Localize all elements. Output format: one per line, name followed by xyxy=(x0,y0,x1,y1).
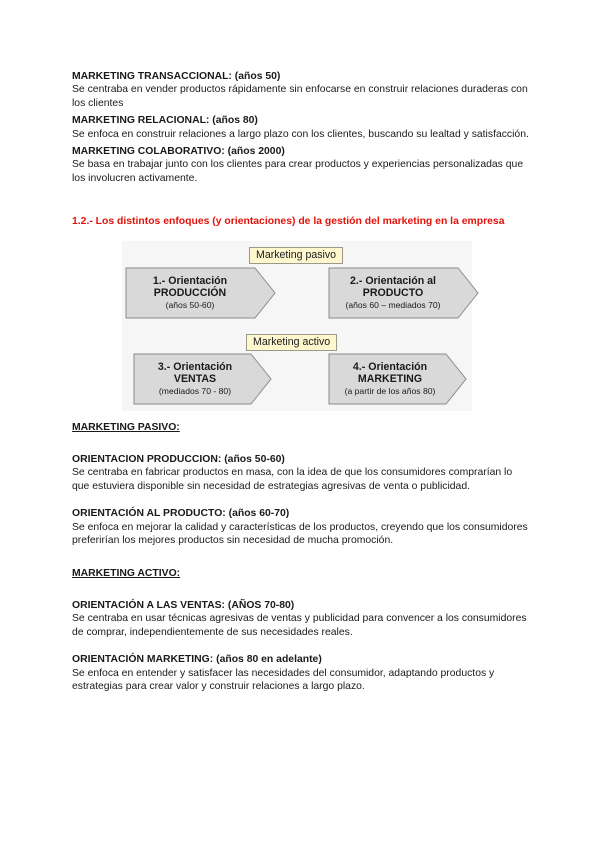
orientacion-producto-block xyxy=(72,507,532,547)
era-body: Se basa en trabajar junto con los clientes para crear productos y experiencias personalizadas que los involucren activamente. xyxy=(72,159,524,184)
era-title: MARKETING COLABORATIVO: (años 2000) xyxy=(72,146,285,158)
era-colaborativo xyxy=(72,145,532,185)
orientation-title: ORIENTACIÓN MARKETING: (años 80 en adelante) xyxy=(72,654,322,666)
arrow-line1: 4.- Orientación xyxy=(352,360,428,373)
label-marketing-pasivo: Marketing pasivo xyxy=(249,247,343,264)
orientation-title: ORIENTACION PRODUCCION: (años 50-60) xyxy=(72,454,285,466)
orientation-body: Se centraba en fabricar productos en masa, con la idea de que los consumidores comprarían lo que estuviera disponible sin necesidad de estrategias agresivas de venta o publicidad. xyxy=(72,467,513,492)
arrow-line2: PRODUCTO xyxy=(362,287,424,300)
orientation-body: Se centraba en usar técnicas agresivas de ventas y publicidad para convencer a los consumidores de comprar, independientemente de sus necesidades reales. xyxy=(72,613,527,638)
era-title: MARKETING TRANSACCIONAL: (años 50) xyxy=(72,71,281,82)
arrow-sub: (mediados 70 - 80) xyxy=(158,385,232,396)
label-marketing-activo: Marketing activo xyxy=(246,334,337,351)
arrow-line2: VENTAS xyxy=(173,373,217,386)
orientations-diagram xyxy=(122,241,502,411)
orientation-title: ORIENTACIÓN A LAS VENTAS: (AÑOS 70-80) xyxy=(72,599,295,611)
arrow-sub: (años 60 – mediados 70) xyxy=(345,299,441,310)
orientation-title: ORIENTACIÓN AL PRODUCTO: (años 60-70) xyxy=(72,508,290,520)
orientation-body: Se enfoca en entender y satisfacer las necesidades del consumidor, adaptando productos y estrategias para crear valor y construir relaciones a largo plazo. xyxy=(72,667,495,692)
era-body: Se centraba en vender productos rápidamente sin enfocarse en construir relaciones duraderas con los clientes xyxy=(72,84,528,109)
document-page xyxy=(72,70,532,693)
orientation-body: Se enfoca en mejorar la calidad y características de los productos, creyendo que los consumidores preferirían los mejores productos sin necesidad de mucha promoción. xyxy=(72,521,528,547)
arrow-line2: MARKETING xyxy=(357,373,423,386)
heading-marketing-activo: MARKETING ACTIVO: xyxy=(72,567,181,579)
arrow-orientacion-produccion xyxy=(125,267,277,319)
era-transaccional xyxy=(72,70,532,110)
arrow-sub: (años 50-60) xyxy=(165,299,215,310)
era-body: Se enfoca en construir relaciones a largo plazo con los clientes, buscando su lealtad y satisfacción. xyxy=(72,128,529,140)
arrow-orientacion-marketing xyxy=(328,353,480,405)
orientacion-ventas-block xyxy=(72,599,532,639)
arrow-orientacion-ventas xyxy=(133,353,285,405)
orientacion-produccion-block xyxy=(72,453,532,493)
arrow-sub: (a partir de los años 80) xyxy=(344,385,436,396)
orientacion-marketing-block xyxy=(72,653,532,693)
era-title: MARKETING RELACIONAL: (años 80) xyxy=(72,115,258,127)
arrow-line2: PRODUCCIÓN xyxy=(153,287,227,300)
arrow-line1: 3.- Orientación xyxy=(157,360,233,373)
arrow-orientacion-producto xyxy=(328,267,480,319)
heading-marketing-pasivo: MARKETING PASIVO: xyxy=(72,421,180,433)
arrow-line1: 1.- Orientación xyxy=(152,274,228,287)
section-heading: 1.2.- Los distintos enfoques (y orientaciones) de la gestión del marketing en la empresa xyxy=(72,216,505,228)
era-relacional xyxy=(72,114,532,141)
arrow-line1: 2.- Orientación al xyxy=(350,274,436,287)
